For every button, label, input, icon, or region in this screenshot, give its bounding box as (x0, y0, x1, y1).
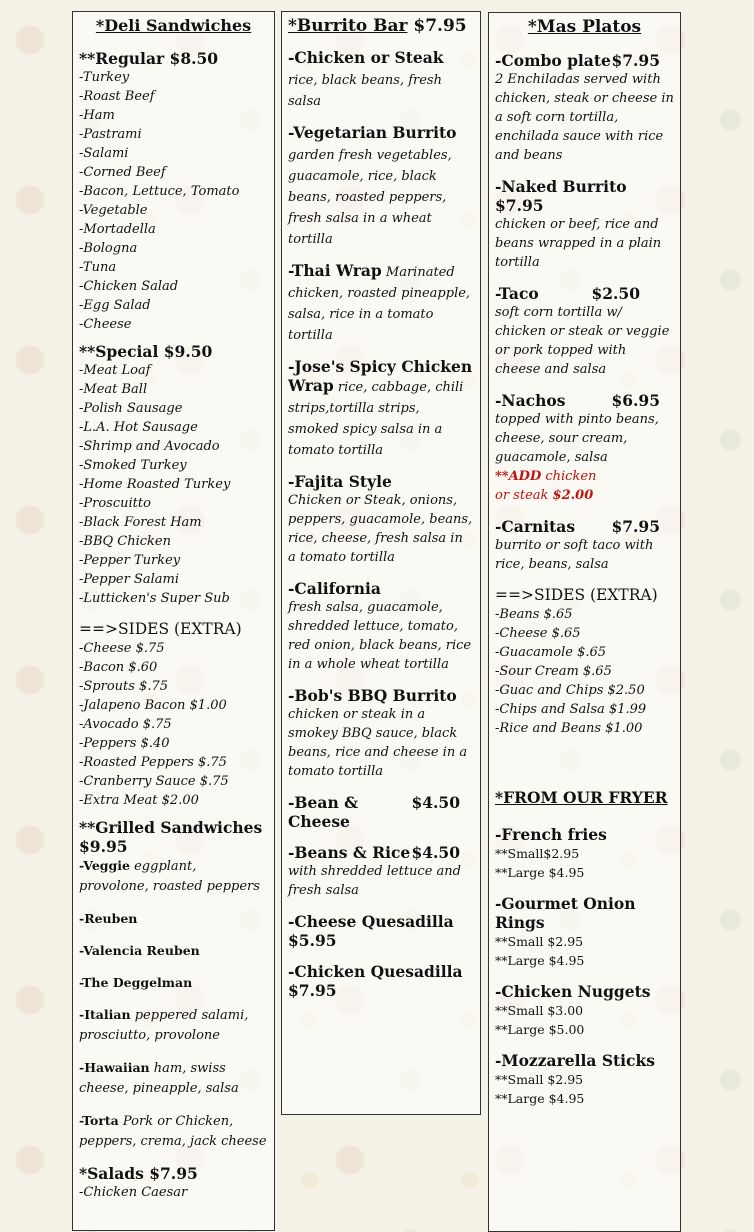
menu-entry: -California fresh salsa, guacamole, shredded lettuce, tomato, red onion, black beans, rice in a whole wheat tortilla (288, 579, 472, 672)
list-item: -Cranberry Sauce $.75 (79, 774, 229, 789)
menu-entry: -Bob's BBQ Burrito chicken or steak in a smokey BBQ sauce, black beans, rice and cheese in a tomato tortilla (288, 686, 468, 779)
fryer-entry: -Gourmet Onion Rings **Small $2.95 **Large $4.95 (495, 894, 636, 968)
list-item: -Corned Beef (79, 165, 166, 180)
menu-entry: -Thai Wrap Marinated chicken, roasted pineapple, salsa, rice in a tomato tortilla (288, 261, 471, 343)
list-item: -Mortadella (79, 222, 156, 237)
list-item: -Guacamole $.65 (495, 645, 607, 660)
list-item: -Veggie eggplant, provolone, roasted peppers (79, 858, 260, 894)
carnitas-entry: -Carnitas $7.95 burrito or soft taco with rice, beans, salsa (495, 517, 660, 572)
list-item: -Home Roasted Turkey (79, 477, 231, 492)
list-item: -Avocado $.75 (79, 717, 172, 732)
beans-rice-entry: -Beans & Rice $4.50 with shredded lettuce and fresh salsa (288, 843, 461, 898)
deli-sides-heading: ==>SIDES (EXTRA) (79, 620, 242, 638)
list-item: -Valencia Reuben (79, 943, 200, 958)
list-item: -Bologna (79, 241, 138, 256)
list-item: -Meat Loaf (79, 363, 151, 378)
list-item: -Pepper Turkey (79, 553, 181, 568)
burrito-bar-title: *Burrito Bar $7.95 (288, 16, 467, 36)
deli-sandwiches-title: *Deli Sandwiches (95, 16, 252, 35)
list-item: -Pepper Salami (79, 572, 179, 587)
list-item: -Reuben (79, 911, 138, 926)
list-item: -Hawaiian ham, swiss cheese, pineapple, salsa (79, 1060, 239, 1096)
menu-entry: -Fajita Style Chicken or Steak, onions, peppers, guacamole, beans, rice, cheese, fresh salsa in a tomato tortilla (288, 472, 473, 565)
list-item: -Jalapeno Bacon $1.00 (79, 698, 227, 713)
list-item: -Bacon, Lettuce, Tomato (79, 184, 240, 199)
list-item: -Torta Pork or Chicken, peppers, crema, jack cheese (79, 1113, 267, 1149)
list-item: -Italian peppered salami, prosciutto, provolone (79, 1007, 249, 1043)
list-item: -Peppers $.40 (79, 736, 170, 751)
list-item: -Smoked Turkey (79, 458, 187, 473)
list-item: -Lutticken's Super Sub (79, 591, 230, 606)
list-item: -Guac and Chips $2.50 (495, 683, 645, 698)
list-item: -Polish Sausage (79, 401, 183, 416)
bean-cheese-entry: -Bean & Cheese $4.50 (288, 793, 460, 831)
list-item: -BBQ Chicken (79, 534, 171, 549)
deli-sandwiches-column (72, 11, 275, 1231)
list-item: -Rice and Beans $1.00 (495, 721, 643, 736)
taco-entry: -Taco $2.50 soft corn tortilla w/ chicken or steak or veggie or pork topped with cheese and salsa (495, 284, 670, 377)
list-item: -Chips and Salsa $1.99 (495, 702, 647, 717)
list-item: -Beans $.65 (495, 607, 573, 622)
mas-sides-heading: ==>SIDES (EXTRA) (495, 586, 658, 604)
salads-heading: *Salads $7.95 (79, 1164, 198, 1183)
list-item: -Egg Salad (79, 298, 151, 313)
menu-entry: -Jose's Spicy Chicken Wrap rice, cabbage, chili strips,tortilla strips, smoked spicy salsa in a tomato tortilla (288, 357, 473, 458)
mas-platos-column (488, 12, 681, 1232)
grilled-heading: **Grilled Sandwiches $9.95 (79, 818, 263, 856)
list-item: -Meat Ball (79, 382, 148, 397)
cheese-quesadilla-entry: -Cheese Quesadilla $5.95 (288, 912, 454, 950)
list-item: -Chicken Salad (79, 279, 179, 294)
chicken-quesadilla-entry: -Chicken Quesadilla $7.95 (288, 962, 463, 1000)
list-item: -Sour Cream $.65 (495, 664, 612, 679)
list-item: -Cheese $.75 (79, 641, 165, 656)
fryer-entry: -French fries **Small$2.95 **Large $4.95 (495, 825, 607, 880)
regular-list (79, 68, 268, 334)
burrito-bar-column (281, 11, 481, 1115)
list-item: -Turkey (79, 70, 130, 85)
list-item: -Roasted Peppers $.75 (79, 755, 227, 770)
list-item: -Tuna (79, 260, 117, 275)
list-item: -L.A. Hot Sausage (79, 420, 198, 435)
fryer-entry: -Mozzarella Sticks **Small $2.95 **Large $4.95 (495, 1051, 655, 1106)
list-item: -Ham (79, 108, 115, 123)
special-list (79, 361, 268, 608)
nachos-entry: -Nachos $6.95 topped with pinto beans, cheese, sour cream, guacamole, salsa **ADD chicken or steak $2.00 (495, 391, 674, 505)
list-item: -Roast Beef (79, 89, 155, 104)
menu-entry: -Vegetarian Burrito garden fresh vegetables, guacamole, rice, black beans, roasted peppers, fresh salsa in a wheat tortilla (288, 123, 457, 247)
list-item: -Shrimp and Avocado (79, 439, 220, 454)
list-item: -Vegetable (79, 203, 148, 218)
fryer-title: *FROM OUR FRYER (495, 788, 668, 807)
list-item: -Cheese $.65 (495, 626, 581, 641)
fryer-entry: -Chicken Nuggets **Small $3.00 **Large $5.00 (495, 982, 651, 1037)
list-item: -Chicken Caesar (79, 1185, 188, 1200)
list-item: -The Deggelman (79, 975, 193, 990)
nachos-add-note: **ADD chicken or steak $2.00 (495, 469, 597, 503)
special-heading: **Special $9.50 (79, 342, 213, 361)
grilled-list (79, 856, 268, 1151)
list-item: -Sprouts $.75 (79, 679, 169, 694)
deli-sides-list (79, 639, 268, 810)
mas-platos-title: *Mas Platos (527, 17, 642, 37)
combo-entry: -Combo plate $7.95 2 Enchiladas served with chicken, steak or cheese in a soft corn tortilla, enchilada sauce with rice and beans (495, 51, 674, 163)
mas-sides-list (495, 605, 674, 738)
list-item: -Extra Meat $2.00 (79, 793, 199, 808)
list-item: -Pastrami (79, 127, 142, 142)
list-item: -Proscuitto (79, 496, 151, 511)
list-item: -Bacon $.60 (79, 660, 158, 675)
list-item: -Salami (79, 146, 129, 161)
list-item: -Black Forest Ham (79, 515, 202, 530)
menu-entry: -Chicken or Steak rice, black beans, fresh salsa (288, 48, 444, 109)
naked-burrito-entry: -Naked Burrito $7.95 chicken or beef, rice and beans wrapped in a plain tortilla (495, 177, 662, 270)
regular-heading: **Regular $8.50 (79, 49, 219, 68)
list-item: -Cheese (79, 317, 132, 332)
